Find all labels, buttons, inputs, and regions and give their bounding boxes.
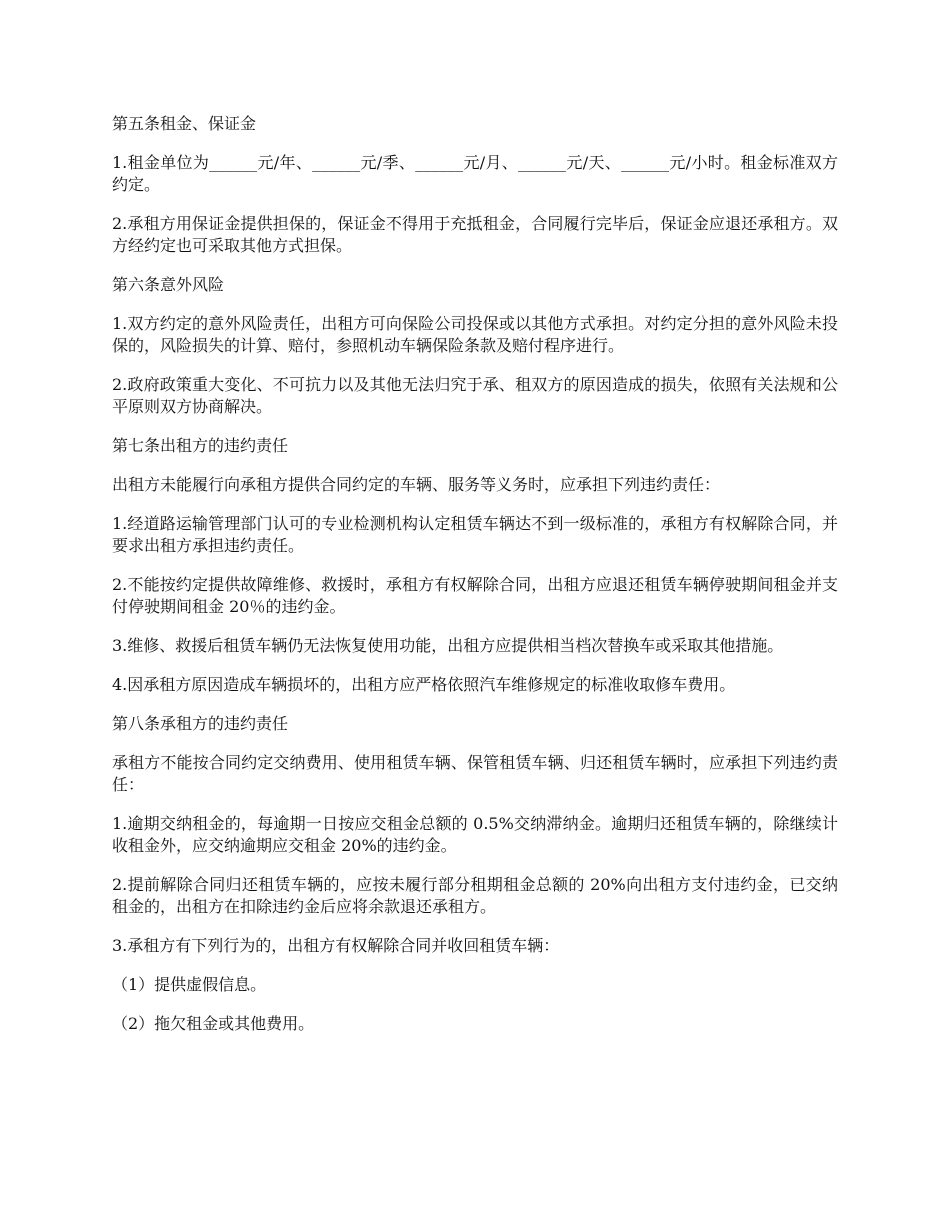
section-heading-article-8: 第八条承租方的违约责任	[112, 714, 289, 733]
paragraph-lessor-liability-2: 2.不能按约定提供故障维修、救援时，承租方有权解除合同，出租方应退还租赁车辆停驶期间租金并支付停驶期间租金 20％的违约金。	[112, 575, 838, 616]
paragraph-lessee-liability-2: 2.提前解除合同归还租赁车辆的，应按未履行部分租期租金总额的 20%向出租方支付违约金，已交纳租金的，出租方在扣除违约金后应将余款退还承租方。	[112, 875, 838, 916]
section-heading-article-5: 第五条租金、保证金	[112, 114, 257, 133]
paragraph-accident-risk-2: 2.政府政策重大变化、不可抗力以及其他无法归究于承、租双方的原因造成的损失，依照有关法规和公平原则双方协商解决。	[112, 375, 838, 416]
paragraph-lessor-liability-intro: 出租方未能履行向承租方提供合同约定的车辆、服务等义务时，应承担下列违约责任：	[112, 475, 721, 494]
paragraph-lessee-liability-intro: 承租方不能按合同约定交纳费用、使用租赁车辆、保管租赁车辆、归还租赁车辆时，应承担下列违约责任：	[112, 753, 838, 794]
paragraph-lessor-liability-3: 3.维修、救援后租赁车辆仍无法恢复使用功能，出租方应提供相当档次替换车或采取其他措施。	[112, 636, 784, 655]
section-heading-article-7: 第七条出租方的违约责任	[112, 436, 289, 455]
paragraph-lessee-liability-3: 3.承租方有下列行为的，出租方有权解除合同并收回租赁车辆：	[112, 936, 560, 955]
list-item-false-info: （1）提供虚假信息。	[112, 975, 267, 994]
paragraph-deposit: 2.承租方用保证金提供担保的，保证金不得用于充抵租金，合同履行完毕后，保证金应退还承租方。双方经约定也可采取其他方式担保。	[112, 214, 838, 255]
section-heading-article-6: 第六条意外风险	[112, 275, 225, 294]
paragraph-lessor-liability-4: 4.因承租方原因造成车辆损坏的，出租方应严格依照汽车维修规定的标准收取修车费用。	[112, 675, 736, 694]
paragraph-accident-risk-1: 1.双方约定的意外风险责任，出租方可向保险公司投保或以其他方式承担。对约定分担的意外风险未投保的，风险损失的计算、赔付，参照机动车辆保险条款及赔付程序进行。	[112, 314, 838, 355]
list-item-arrears: （2）拖欠租金或其他费用。	[112, 1014, 315, 1033]
paragraph-rent-unit: 1.租金单位为______元/年、______元/季、______元/月、______元/天、______元/小时。租金标准双方约定。	[112, 153, 838, 194]
paragraph-lessee-liability-1: 1.逾期交纳租金的，每逾期一日按应交租金总额的 0.5%交纳滞纳金。逾期归还租赁车辆的，除继续计收租金外，应交纳逾期应交租金 20%的违约金。	[112, 814, 838, 855]
paragraph-lessor-liability-1: 1.经道路运输管理部门认可的专业检测机构认定租赁车辆达不到一级标准的，承租方有权解除合同，并要求出租方承担违约责任。	[112, 514, 838, 555]
